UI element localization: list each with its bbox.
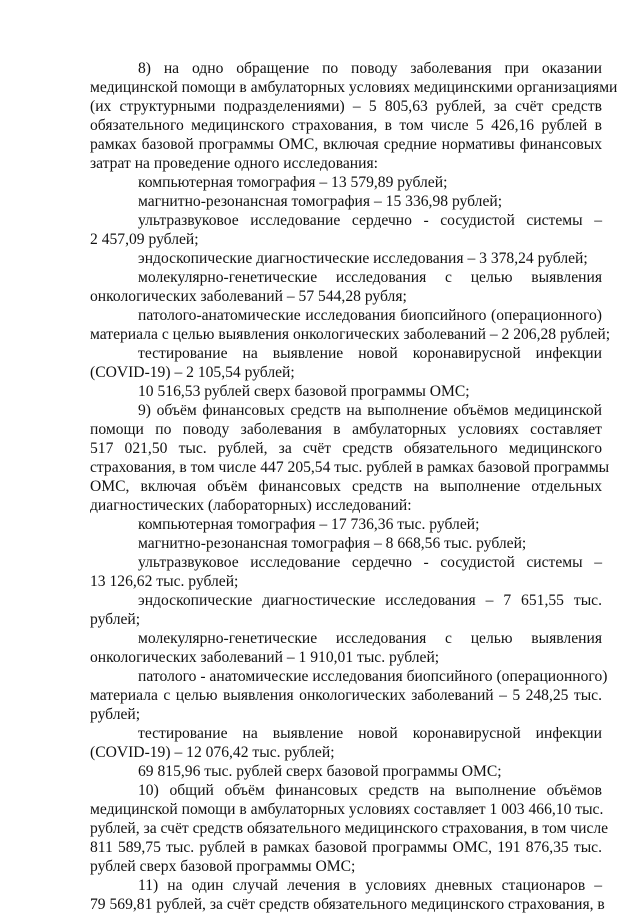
text-line: 517 021,50 тыс. рублей, за счёт средств обязательного медицинского (90, 440, 602, 457)
text-line: рублей сверх базовой программы ОМС; (90, 858, 356, 875)
text-line: 811 589,75 тыс. рублей в рамках базовой программы ОМС, 191 876,35 тыс. (90, 839, 602, 856)
text-line: тестирование на выявление новой коронавирусной инфекции (138, 725, 602, 742)
text-line: 69 815,96 тыс. рублей сверх базовой программы ОМС; (138, 763, 502, 780)
text-line: медицинской помощи в амбулаторных условиях составляет 1 003 466,10 тыс. (90, 801, 604, 818)
text-line: помощи по поводу заболевания в амбулаторных условиях составляет (90, 421, 602, 438)
text-line: эндоскопические диагностические исследования – 3 378,24 рублей; (138, 250, 588, 267)
text-line: рамках базовой программы ОМС, включая средние нормативы финансовых (90, 136, 602, 153)
text-line: ОМС, включая объём финансовых средств на выполнение отдельных (90, 478, 602, 495)
text-line: 9) объём финансовых средств на выполнение объёмов медицинской (138, 402, 602, 419)
text-line: магнитно-резонансная томография – 15 336,98 рублей; (138, 193, 503, 210)
text-line: затрат на проведение одного исследования: (90, 155, 378, 172)
text-line: (COVID-19) – 12 076,42 тыс. рублей; (90, 744, 335, 761)
text-line: ультразвуковое исследование сердечно - сосудистой системы – (138, 212, 602, 229)
text-line: страхования, в том числе 447 205,54 тыс. рублей в рамках базовой программы (90, 459, 610, 476)
text-line: тестирование на выявление новой коронавирусной инфекции (138, 345, 602, 362)
text-line: диагностических (лабораторных) исследований: (90, 497, 412, 514)
text-line: компьютерная томография – 17 736,36 тыс. рублей; (138, 516, 480, 533)
text-line: 11) на один случай лечения в условиях дневных стационаров – (138, 877, 602, 894)
text-line: онкологических заболеваний – 1 910,01 тыс. рублей; (90, 649, 440, 666)
text-line: рублей; (90, 706, 141, 723)
text-line: ультразвуковое исследование сердечно - сосудистой системы – (138, 554, 602, 571)
text-line: рублей; (90, 611, 141, 628)
text-line: обязательного медицинского страхования, в том числе 5 426,16 рублей в (90, 117, 602, 134)
text-line: рублей, за счёт средств обязательного медицинского страхования, в том числе (90, 820, 609, 837)
text-line: 10 516,53 рублей сверх базовой программы ОМС; (138, 383, 470, 400)
text-line: 79 569,81 рублей, за счёт средств обязательного медицинского страхования, в (90, 896, 605, 913)
text-line: компьютерная томография – 13 579,89 рублей; (138, 174, 448, 191)
text-line: 10) общий объём финансовых средств на выполнение объёмов (138, 782, 602, 799)
text-line: эндоскопические диагностические исследования – 7 651,55 тыс. (138, 592, 602, 609)
text-line: (их структурными подразделениями) – 5 805,63 рублей, за счёт средств (90, 98, 602, 115)
text-line: материала с целью выявления онкологических заболеваний – 2 206,28 рублей; (90, 326, 611, 343)
text-line: 13 126,62 тыс. рублей; (90, 573, 239, 590)
text-line: (COVID-19) – 2 105,54 рублей; (90, 364, 295, 381)
text-line: 8) на одно обращение по поводу заболевания при оказании (138, 60, 602, 77)
text-line: магнитно-резонансная томография – 8 668,56 тыс. рублей; (138, 535, 527, 552)
text-line: патолого - анатомические исследования биопсийного (операционного) (138, 668, 608, 685)
text-line: медицинской помощи в амбулаторных условиях медицинскими организациями (90, 79, 618, 96)
text-line: 2 457,09 рублей; (90, 231, 199, 248)
text-line: онкологических заболеваний – 57 544,28 рубля; (90, 288, 407, 305)
text-line: материала с целью выявления онкологических заболеваний – 5 248,25 тыс. (90, 687, 602, 704)
text-line: патолого-анатомические исследования биопсийного (операционного) (138, 307, 602, 324)
text-line: молекулярно-генетические исследования с целью выявления (138, 269, 602, 286)
text-line: молекулярно-генетические исследования с целью выявления (138, 630, 602, 647)
